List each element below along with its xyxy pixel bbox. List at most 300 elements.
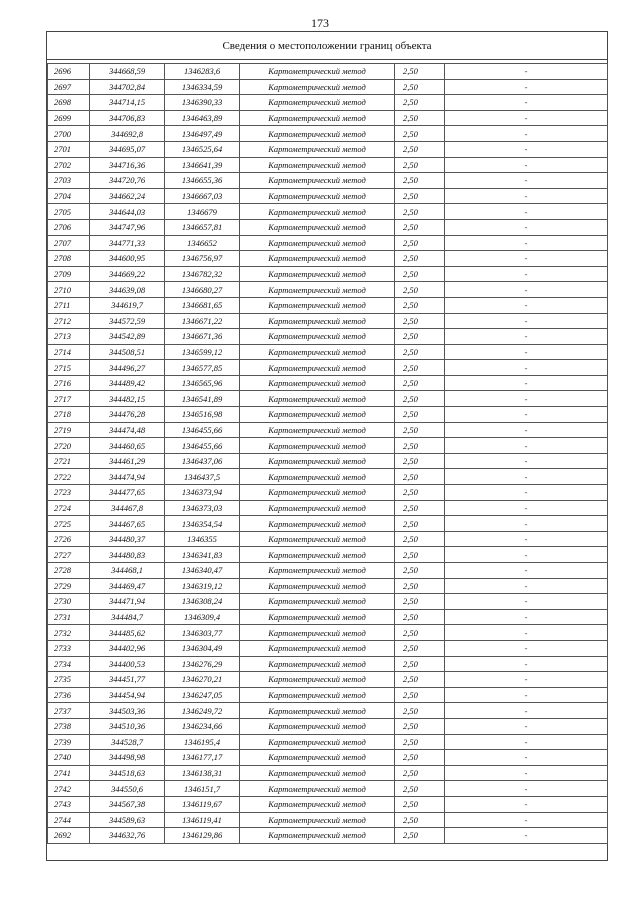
- method-cell: Картометрический метод: [240, 422, 395, 438]
- x-coordinate-cell: 344572,59: [90, 313, 165, 329]
- x-coordinate-cell: 344714,15: [90, 95, 165, 111]
- table-row: [48, 360, 608, 376]
- note-cell: -: [445, 173, 608, 189]
- method-cell: Картометрический метод: [240, 500, 395, 516]
- note-cell: -: [445, 360, 608, 376]
- table-row: [48, 110, 608, 126]
- note-cell: -: [445, 765, 608, 781]
- x-coordinate-cell: 344702,84: [90, 79, 165, 95]
- note-cell: -: [445, 282, 608, 298]
- note-cell: -: [445, 438, 608, 454]
- y-coordinate-cell: 1346129,86: [165, 828, 240, 844]
- x-coordinate-cell: 344485,62: [90, 625, 165, 641]
- accuracy-cell: 2,50: [395, 204, 445, 220]
- table-row: [48, 64, 608, 80]
- table-row: [48, 609, 608, 625]
- x-coordinate-cell: 344508,51: [90, 344, 165, 360]
- accuracy-cell: 2,50: [395, 796, 445, 812]
- table-row: [48, 531, 608, 547]
- note-cell: -: [445, 625, 608, 641]
- method-cell: Картометрический метод: [240, 547, 395, 563]
- x-coordinate-cell: 344662,24: [90, 188, 165, 204]
- point-number-cell: 2703: [48, 173, 90, 189]
- point-number-cell: 2744: [48, 812, 90, 828]
- method-cell: Картометрический метод: [240, 750, 395, 766]
- method-cell: Картометрический метод: [240, 391, 395, 407]
- note-cell: -: [445, 329, 608, 345]
- accuracy-cell: 2,50: [395, 718, 445, 734]
- x-coordinate-cell: 344460,65: [90, 438, 165, 454]
- method-cell: Картометрический метод: [240, 453, 395, 469]
- coordinates-table: [47, 63, 608, 844]
- point-number-cell: 2700: [48, 126, 90, 142]
- table-row: [48, 656, 608, 672]
- note-cell: -: [445, 718, 608, 734]
- accuracy-cell: 2,50: [395, 703, 445, 719]
- note-cell: -: [445, 531, 608, 547]
- table-row: [48, 126, 608, 142]
- note-cell: -: [445, 344, 608, 360]
- method-cell: Картометрический метод: [240, 438, 395, 454]
- method-cell: Картометрический метод: [240, 188, 395, 204]
- y-coordinate-cell: 1346671,22: [165, 313, 240, 329]
- x-coordinate-cell: 344632,76: [90, 828, 165, 844]
- method-cell: Картометрический метод: [240, 360, 395, 376]
- note-cell: -: [445, 672, 608, 688]
- x-coordinate-cell: 344474,94: [90, 469, 165, 485]
- x-coordinate-cell: 344467,8: [90, 500, 165, 516]
- table-row: [48, 407, 608, 423]
- point-number-cell: 2723: [48, 485, 90, 501]
- x-coordinate-cell: 344461,29: [90, 453, 165, 469]
- accuracy-cell: 2,50: [395, 266, 445, 282]
- note-cell: -: [445, 313, 608, 329]
- y-coordinate-cell: 1346373,03: [165, 500, 240, 516]
- point-number-cell: 2706: [48, 219, 90, 235]
- table-row: [48, 734, 608, 750]
- table-row: [48, 235, 608, 251]
- method-cell: Картометрический метод: [240, 828, 395, 844]
- accuracy-cell: 2,50: [395, 656, 445, 672]
- method-cell: Картометрический метод: [240, 563, 395, 579]
- accuracy-cell: 2,50: [395, 251, 445, 267]
- method-cell: Картометрический метод: [240, 251, 395, 267]
- accuracy-cell: 2,50: [395, 563, 445, 579]
- table-row: [48, 469, 608, 485]
- method-cell: Картометрический метод: [240, 796, 395, 812]
- table-row: [48, 344, 608, 360]
- accuracy-cell: 2,50: [395, 235, 445, 251]
- x-coordinate-cell: 344716,36: [90, 157, 165, 173]
- method-cell: Картометрический метод: [240, 344, 395, 360]
- y-coordinate-cell: 1346756,97: [165, 251, 240, 267]
- point-number-cell: 2724: [48, 500, 90, 516]
- point-number-cell: 2737: [48, 703, 90, 719]
- y-coordinate-cell: 1346270,21: [165, 672, 240, 688]
- note-cell: -: [445, 204, 608, 220]
- accuracy-cell: 2,50: [395, 594, 445, 610]
- note-cell: -: [445, 750, 608, 766]
- y-coordinate-cell: 1346355: [165, 531, 240, 547]
- y-coordinate-cell: 1346671,36: [165, 329, 240, 345]
- point-number-cell: 2712: [48, 313, 90, 329]
- method-cell: Картометрический метод: [240, 594, 395, 610]
- table-row: [48, 219, 608, 235]
- x-coordinate-cell: 344589,63: [90, 812, 165, 828]
- x-coordinate-cell: 344720,76: [90, 173, 165, 189]
- y-coordinate-cell: 1346599,12: [165, 344, 240, 360]
- note-cell: -: [445, 79, 608, 95]
- accuracy-cell: 2,50: [395, 640, 445, 656]
- method-cell: Картометрический метод: [240, 485, 395, 501]
- x-coordinate-cell: 344476,28: [90, 407, 165, 423]
- table-row: [48, 95, 608, 111]
- note-cell: -: [445, 687, 608, 703]
- table-row: [48, 578, 608, 594]
- table-row: [48, 266, 608, 282]
- table-row: [48, 640, 608, 656]
- note-cell: -: [445, 251, 608, 267]
- point-number-cell: 2725: [48, 516, 90, 532]
- table-row: [48, 313, 608, 329]
- note-cell: -: [445, 796, 608, 812]
- point-number-cell: 2711: [48, 297, 90, 313]
- y-coordinate-cell: 1346276,29: [165, 656, 240, 672]
- y-coordinate-cell: 1346309,4: [165, 609, 240, 625]
- method-cell: Картометрический метод: [240, 516, 395, 532]
- point-number-cell: 2740: [48, 750, 90, 766]
- x-coordinate-cell: 344528,7: [90, 734, 165, 750]
- x-coordinate-cell: 344503,36: [90, 703, 165, 719]
- method-cell: Картометрический метод: [240, 282, 395, 298]
- point-number-cell: 2698: [48, 95, 90, 111]
- table-row: [48, 188, 608, 204]
- x-coordinate-cell: 344484,7: [90, 609, 165, 625]
- method-cell: Картометрический метод: [240, 531, 395, 547]
- note-cell: -: [445, 828, 608, 844]
- point-number-cell: 2709: [48, 266, 90, 282]
- note-cell: -: [445, 516, 608, 532]
- accuracy-cell: 2,50: [395, 188, 445, 204]
- y-coordinate-cell: 1346681,65: [165, 297, 240, 313]
- x-coordinate-cell: 344706,83: [90, 110, 165, 126]
- x-coordinate-cell: 344550,6: [90, 781, 165, 797]
- table-row: [48, 204, 608, 220]
- x-coordinate-cell: 344510,36: [90, 718, 165, 734]
- y-coordinate-cell: 1346541,89: [165, 391, 240, 407]
- y-coordinate-cell: 1346308,24: [165, 594, 240, 610]
- x-coordinate-cell: 344400,53: [90, 656, 165, 672]
- accuracy-cell: 2,50: [395, 672, 445, 688]
- y-coordinate-cell: 1346283,6: [165, 64, 240, 80]
- y-coordinate-cell: 1346119,41: [165, 812, 240, 828]
- y-coordinate-cell: 1346657,81: [165, 219, 240, 235]
- note-cell: -: [445, 469, 608, 485]
- table-row: [48, 422, 608, 438]
- x-coordinate-cell: 344644,03: [90, 204, 165, 220]
- method-cell: Картометрический метод: [240, 625, 395, 641]
- method-cell: Картометрический метод: [240, 64, 395, 80]
- y-coordinate-cell: 1346525,64: [165, 141, 240, 157]
- coordinates-table-body: [48, 64, 608, 844]
- x-coordinate-cell: 344482,15: [90, 391, 165, 407]
- note-cell: -: [445, 609, 608, 625]
- x-coordinate-cell: 344451,77: [90, 672, 165, 688]
- y-coordinate-cell: 1346247,05: [165, 687, 240, 703]
- table-row: [48, 500, 608, 516]
- accuracy-cell: 2,50: [395, 422, 445, 438]
- accuracy-cell: 2,50: [395, 438, 445, 454]
- point-number-cell: 2710: [48, 282, 90, 298]
- method-cell: Картометрический метод: [240, 219, 395, 235]
- note-cell: -: [445, 157, 608, 173]
- section-title: Сведения о местоположении границ объекта: [47, 32, 607, 60]
- note-cell: -: [445, 656, 608, 672]
- accuracy-cell: 2,50: [395, 282, 445, 298]
- accuracy-cell: 2,50: [395, 375, 445, 391]
- method-cell: Картометрический метод: [240, 812, 395, 828]
- note-cell: -: [445, 734, 608, 750]
- accuracy-cell: 2,50: [395, 812, 445, 828]
- accuracy-cell: 2,50: [395, 750, 445, 766]
- table-row: [48, 251, 608, 267]
- point-number-cell: 2734: [48, 656, 90, 672]
- x-coordinate-cell: 344454,94: [90, 687, 165, 703]
- x-coordinate-cell: 344639,08: [90, 282, 165, 298]
- note-cell: -: [445, 640, 608, 656]
- accuracy-cell: 2,50: [395, 344, 445, 360]
- accuracy-cell: 2,50: [395, 407, 445, 423]
- y-coordinate-cell: 1346782,32: [165, 266, 240, 282]
- method-cell: Картометрический метод: [240, 609, 395, 625]
- y-coordinate-cell: 1346138,31: [165, 765, 240, 781]
- accuracy-cell: 2,50: [395, 126, 445, 142]
- x-coordinate-cell: 344498,98: [90, 750, 165, 766]
- table-row: [48, 329, 608, 345]
- accuracy-cell: 2,50: [395, 453, 445, 469]
- table-row: [48, 79, 608, 95]
- method-cell: Картометрический метод: [240, 578, 395, 594]
- method-cell: Картометрический метод: [240, 141, 395, 157]
- method-cell: Картометрический метод: [240, 297, 395, 313]
- note-cell: -: [445, 407, 608, 423]
- note-cell: -: [445, 547, 608, 563]
- table-row: [48, 765, 608, 781]
- point-number-cell: 2722: [48, 469, 90, 485]
- x-coordinate-cell: 344467,65: [90, 516, 165, 532]
- table-row: [48, 141, 608, 157]
- note-cell: -: [445, 141, 608, 157]
- accuracy-cell: 2,50: [395, 391, 445, 407]
- note-cell: -: [445, 812, 608, 828]
- table-row: [48, 672, 608, 688]
- accuracy-cell: 2,50: [395, 547, 445, 563]
- y-coordinate-cell: 1346455,66: [165, 438, 240, 454]
- table-row: [48, 547, 608, 563]
- x-coordinate-cell: 344477,65: [90, 485, 165, 501]
- x-coordinate-cell: 344747,96: [90, 219, 165, 235]
- point-number-cell: 2732: [48, 625, 90, 641]
- y-coordinate-cell: 1346151,7: [165, 781, 240, 797]
- x-coordinate-cell: 344669,22: [90, 266, 165, 282]
- point-number-cell: 2738: [48, 718, 90, 734]
- y-coordinate-cell: 1346667,03: [165, 188, 240, 204]
- x-coordinate-cell: 344480,83: [90, 547, 165, 563]
- note-cell: -: [445, 375, 608, 391]
- point-number-cell: 2696: [48, 64, 90, 80]
- point-number-cell: 2735: [48, 672, 90, 688]
- method-cell: Картометрический метод: [240, 375, 395, 391]
- method-cell: Картометрический метод: [240, 95, 395, 111]
- method-cell: Картометрический метод: [240, 329, 395, 345]
- accuracy-cell: 2,50: [395, 516, 445, 532]
- method-cell: Картометрический метод: [240, 110, 395, 126]
- y-coordinate-cell: 1346119,67: [165, 796, 240, 812]
- method-cell: Картометрический метод: [240, 703, 395, 719]
- y-coordinate-cell: 1346249,72: [165, 703, 240, 719]
- note-cell: -: [445, 453, 608, 469]
- point-number-cell: 2707: [48, 235, 90, 251]
- table-row: [48, 750, 608, 766]
- note-cell: -: [445, 297, 608, 313]
- method-cell: Картометрический метод: [240, 640, 395, 656]
- note-cell: -: [445, 235, 608, 251]
- accuracy-cell: 2,50: [395, 79, 445, 95]
- x-coordinate-cell: 344619,7: [90, 297, 165, 313]
- method-cell: Картометрический метод: [240, 469, 395, 485]
- accuracy-cell: 2,50: [395, 297, 445, 313]
- x-coordinate-cell: 344480,37: [90, 531, 165, 547]
- table-row: [48, 173, 608, 189]
- x-coordinate-cell: 344474,48: [90, 422, 165, 438]
- accuracy-cell: 2,50: [395, 110, 445, 126]
- table-row: [48, 282, 608, 298]
- method-cell: Картометрический метод: [240, 126, 395, 142]
- y-coordinate-cell: 1346304,49: [165, 640, 240, 656]
- table-row: [48, 828, 608, 844]
- point-number-cell: 2697: [48, 79, 90, 95]
- y-coordinate-cell: 1346680,27: [165, 282, 240, 298]
- x-coordinate-cell: 344771,33: [90, 235, 165, 251]
- point-number-cell: 2701: [48, 141, 90, 157]
- y-coordinate-cell: 1346577,85: [165, 360, 240, 376]
- accuracy-cell: 2,50: [395, 687, 445, 703]
- table-row: [48, 297, 608, 313]
- point-number-cell: 2705: [48, 204, 90, 220]
- y-coordinate-cell: 1346679: [165, 204, 240, 220]
- accuracy-cell: 2,50: [395, 531, 445, 547]
- accuracy-cell: 2,50: [395, 64, 445, 80]
- method-cell: Картометрический метод: [240, 157, 395, 173]
- point-number-cell: 2743: [48, 796, 90, 812]
- point-number-cell: 2704: [48, 188, 90, 204]
- y-coordinate-cell: 1346516,98: [165, 407, 240, 423]
- accuracy-cell: 2,50: [395, 360, 445, 376]
- method-cell: Картометрический метод: [240, 718, 395, 734]
- y-coordinate-cell: 1346340,47: [165, 563, 240, 579]
- y-coordinate-cell: 1346303,77: [165, 625, 240, 641]
- method-cell: Картометрический метод: [240, 687, 395, 703]
- note-cell: -: [445, 578, 608, 594]
- accuracy-cell: 2,50: [395, 609, 445, 625]
- accuracy-cell: 2,50: [395, 157, 445, 173]
- accuracy-cell: 2,50: [395, 469, 445, 485]
- table-row: [48, 157, 608, 173]
- note-cell: -: [445, 703, 608, 719]
- y-coordinate-cell: 1346319,12: [165, 578, 240, 594]
- y-coordinate-cell: 1346177,17: [165, 750, 240, 766]
- note-cell: -: [445, 563, 608, 579]
- table-row: [48, 796, 608, 812]
- table-row: [48, 375, 608, 391]
- method-cell: Картометрический метод: [240, 173, 395, 189]
- y-coordinate-cell: 1346354,54: [165, 516, 240, 532]
- accuracy-cell: 2,50: [395, 95, 445, 111]
- y-coordinate-cell: 1346655,36: [165, 173, 240, 189]
- table-row: [48, 718, 608, 734]
- x-coordinate-cell: 344692,8: [90, 126, 165, 142]
- note-cell: -: [445, 95, 608, 111]
- point-number-cell: 2715: [48, 360, 90, 376]
- note-cell: -: [445, 500, 608, 516]
- accuracy-cell: 2,50: [395, 329, 445, 345]
- note-cell: -: [445, 64, 608, 80]
- document-frame: [46, 31, 608, 861]
- accuracy-cell: 2,50: [395, 313, 445, 329]
- point-number-cell: 2699: [48, 110, 90, 126]
- point-number-cell: 2716: [48, 375, 90, 391]
- point-number-cell: 2729: [48, 578, 90, 594]
- method-cell: Картометрический метод: [240, 313, 395, 329]
- x-coordinate-cell: 344471,94: [90, 594, 165, 610]
- table-row: [48, 453, 608, 469]
- accuracy-cell: 2,50: [395, 734, 445, 750]
- point-number-cell: 2741: [48, 765, 90, 781]
- y-coordinate-cell: 1346652: [165, 235, 240, 251]
- note-cell: -: [445, 594, 608, 610]
- x-coordinate-cell: 344468,1: [90, 563, 165, 579]
- point-number-cell: 2718: [48, 407, 90, 423]
- accuracy-cell: 2,50: [395, 500, 445, 516]
- note-cell: -: [445, 781, 608, 797]
- method-cell: Картометрический метод: [240, 781, 395, 797]
- accuracy-cell: 2,50: [395, 828, 445, 844]
- point-number-cell: 2713: [48, 329, 90, 345]
- point-number-cell: 2739: [48, 734, 90, 750]
- method-cell: Картометрический метод: [240, 734, 395, 750]
- y-coordinate-cell: 1346341,83: [165, 547, 240, 563]
- y-coordinate-cell: 1346455,66: [165, 422, 240, 438]
- y-coordinate-cell: 1346334,59: [165, 79, 240, 95]
- x-coordinate-cell: 344600,95: [90, 251, 165, 267]
- point-number-cell: 2720: [48, 438, 90, 454]
- x-coordinate-cell: 344542,89: [90, 329, 165, 345]
- note-cell: -: [445, 126, 608, 142]
- y-coordinate-cell: 1346641,39: [165, 157, 240, 173]
- method-cell: Картометрический метод: [240, 235, 395, 251]
- note-cell: -: [445, 110, 608, 126]
- point-number-cell: 2742: [48, 781, 90, 797]
- accuracy-cell: 2,50: [395, 173, 445, 189]
- point-number-cell: 2731: [48, 609, 90, 625]
- point-number-cell: 2702: [48, 157, 90, 173]
- x-coordinate-cell: 344489,42: [90, 375, 165, 391]
- x-coordinate-cell: 344567,38: [90, 796, 165, 812]
- point-number-cell: 2736: [48, 687, 90, 703]
- method-cell: Картометрический метод: [240, 204, 395, 220]
- point-number-cell: 2692: [48, 828, 90, 844]
- y-coordinate-cell: 1346565,96: [165, 375, 240, 391]
